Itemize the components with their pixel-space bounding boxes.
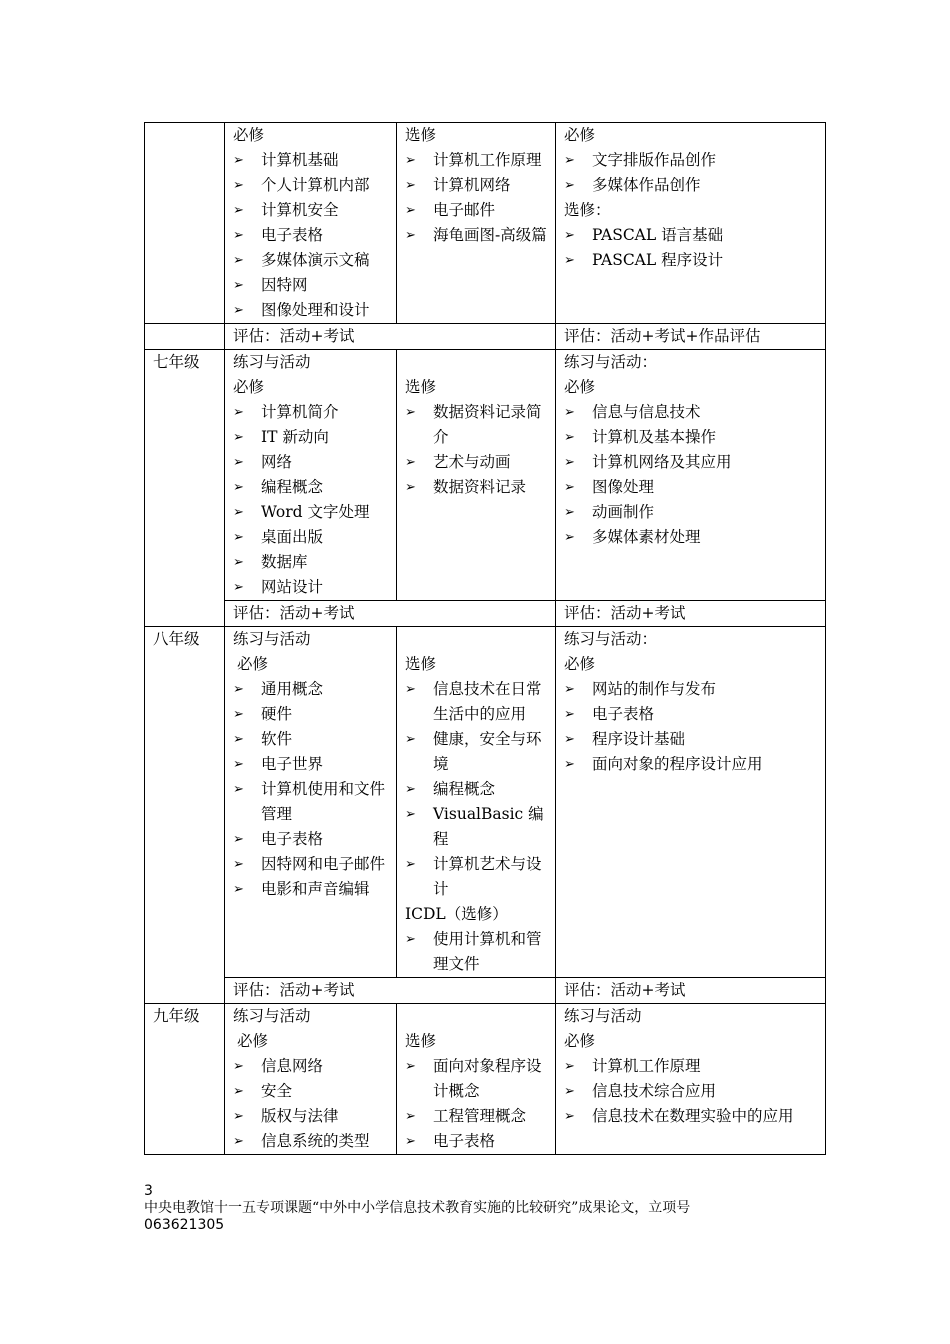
bullet-arrow-icon: ➢ (405, 480, 416, 495)
bullet-arrow-icon: ➢ (564, 455, 575, 470)
bullet-arrow-icon: ➢ (564, 1084, 575, 1099)
evaluation-right: 评估：活动+考试 (556, 978, 826, 1004)
elective-cell (397, 627, 556, 978)
list-item: ➢ 信息技术在数理实验中的应用 (564, 1104, 819, 1129)
list-item: ➢ 面向对象程序设计概念 (405, 1054, 549, 1104)
grade-cell (145, 123, 225, 324)
required-header: 必修 (564, 1032, 596, 1050)
evaluation-left: 评估：活动+考试 (225, 601, 556, 627)
bullet-arrow-icon: ➢ (564, 228, 575, 243)
bullet-arrow-icon: ➢ (564, 480, 575, 495)
bullet-arrow-icon: ➢ (233, 228, 244, 243)
curriculum-table (144, 122, 826, 1155)
bullet-arrow-icon: ➢ (233, 253, 244, 268)
required-cell (225, 350, 397, 601)
list-item: ➢ 电子表格 (405, 1129, 549, 1154)
list-item: ➢ 硬件 (233, 702, 390, 727)
list-item: ➢ 信息技术综合应用 (564, 1079, 819, 1104)
list-item: ➢ 艺术与动画 (405, 450, 549, 475)
bullet-arrow-icon: ➢ (233, 782, 244, 797)
bullet-arrow-icon: ➢ (564, 682, 575, 697)
grade-row-9 (145, 1004, 826, 1155)
list-item: ➢ 计算机工作原理 (564, 1054, 819, 1079)
bullet-arrow-icon: ➢ (405, 203, 416, 218)
required-header: 必修 (237, 1032, 269, 1050)
bullet-arrow-icon: ➢ (233, 882, 244, 897)
evaluation-row (145, 601, 826, 627)
bullet-arrow-icon: ➢ (233, 580, 244, 595)
list-item: ➢ 数据库 (233, 550, 390, 575)
bullet-arrow-icon: ➢ (564, 178, 575, 193)
bullet-arrow-icon: ➢ (233, 1059, 244, 1074)
list-item: ➢ 网站的制作与发布 (564, 677, 819, 702)
required-header: 必修 (237, 655, 269, 673)
list-item: ➢ 计算机网络及其应用 (564, 450, 819, 475)
evaluation-left: 评估：活动+考试 (225, 978, 556, 1004)
bullet-arrow-icon: ➢ (405, 682, 416, 697)
list-item: ➢ 软件 (233, 727, 390, 752)
list-item: ➢ 因特网 (233, 273, 390, 298)
bullet-arrow-icon: ➢ (233, 857, 244, 872)
bullet-arrow-icon: ➢ (405, 1059, 416, 1074)
bullet-arrow-icon: ➢ (233, 1084, 244, 1099)
bullet-arrow-icon: ➢ (405, 178, 416, 193)
bullet-arrow-icon: ➢ (564, 405, 575, 420)
activities-cell (556, 627, 826, 978)
grade-row-8 (145, 627, 826, 978)
activities-header: 练习与活动： (564, 353, 658, 371)
bullet-arrow-icon: ➢ (233, 682, 244, 697)
list-item: ➢ PASCAL 程序设计 (564, 248, 819, 273)
evaluation-right: 评估：活动+考试 (556, 601, 826, 627)
list-item: ➢ 编程概念 (405, 777, 549, 802)
list-item: ➢ 数据资料记录 (405, 475, 549, 500)
bullet-arrow-icon: ➢ (233, 505, 244, 520)
grade-cell: 九年级 (145, 1004, 225, 1155)
list-item: ➢ 个人计算机内部 (233, 173, 390, 198)
bullet-arrow-icon: ➢ (233, 455, 244, 470)
grade-row-continued (145, 123, 826, 324)
list-item: ➢ IT 新动向 (233, 425, 390, 450)
activities-header: 练习与活动 (564, 1007, 642, 1025)
activities-header: 练习与活动 (233, 353, 311, 371)
page-number: 3 (144, 1183, 153, 1199)
list-item: ➢ 计算机工作原理 (405, 148, 549, 173)
list-item: ➢ 安全 (233, 1079, 390, 1104)
activities-header: 练习与活动 (233, 630, 311, 648)
list-item: ➢ 编程概念 (233, 475, 390, 500)
list-item: ➢ 健康，安全与环境 (405, 727, 549, 777)
bullet-arrow-icon: ➢ (564, 707, 575, 722)
bullet-arrow-icon: ➢ (233, 707, 244, 722)
evaluation-left: 评估：活动+考试 (225, 324, 556, 350)
elective-header: 选修 (405, 126, 437, 144)
elective-header: 选修 (405, 378, 437, 396)
list-item: ➢ 动画制作 (564, 500, 819, 525)
list-item: ➢ 使用计算机和管理文件 (405, 927, 549, 977)
bullet-arrow-icon: ➢ (405, 228, 416, 243)
grade-row-7 (145, 350, 826, 601)
list-item: ➢ 电影和声音编辑 (233, 877, 390, 902)
list-item: ➢ 电子邮件 (405, 198, 549, 223)
list-item: ➢ 信息技术在日常生活中的应用 (405, 677, 549, 727)
bullet-arrow-icon: ➢ (405, 782, 416, 797)
list-item: ➢ 多媒体演示文稿 (233, 248, 390, 273)
bullet-arrow-icon: ➢ (233, 203, 244, 218)
icdl-elective-header: ICDL（选修） (405, 905, 508, 923)
bullet-arrow-icon: ➢ (233, 278, 244, 293)
list-item: ➢ 计算机安全 (233, 198, 390, 223)
bullet-arrow-icon: ➢ (233, 1109, 244, 1124)
required-cell (225, 627, 397, 978)
bullet-arrow-icon: ➢ (405, 932, 416, 947)
bullet-arrow-icon: ➢ (405, 732, 416, 747)
bullet-arrow-icon: ➢ (564, 430, 575, 445)
bullet-arrow-icon: ➢ (405, 153, 416, 168)
bullet-arrow-icon: ➢ (405, 455, 416, 470)
list-item: ➢ 多媒体作品创作 (564, 173, 819, 198)
elective-cell (397, 1004, 556, 1155)
list-item: ➢ PASCAL 语言基础 (564, 223, 819, 248)
bullet-arrow-icon: ➢ (564, 505, 575, 520)
footer-citation: 中央电教馆十一五专项课题“中外中小学信息技术教育实施的比较研究”成果论文，立项号 (144, 1200, 691, 1216)
bullet-arrow-icon: ➢ (405, 1134, 416, 1149)
bullet-arrow-icon: ➢ (233, 1134, 244, 1149)
elective-header: 选修 (405, 1032, 437, 1050)
grade-cell: 八年级 (145, 627, 225, 1004)
required-header: 必修 (564, 655, 596, 673)
list-item: ➢ 多媒体素材处理 (564, 525, 819, 550)
bullet-arrow-icon: ➢ (405, 857, 416, 872)
list-item: ➢ 图像处理和设计 (233, 298, 390, 323)
list-item: ➢ 版权与法律 (233, 1104, 390, 1129)
activities-cell (556, 123, 826, 324)
activities-cell (556, 1004, 826, 1155)
list-item: ➢ 程序设计基础 (564, 727, 819, 752)
activities-header: 练习与活动： (564, 630, 658, 648)
list-item: ➢ 桌面出版 (233, 525, 390, 550)
bullet-arrow-icon: ➢ (564, 1059, 575, 1074)
required-header: 必修 (564, 378, 596, 396)
project-number: 063621305 (144, 1217, 225, 1233)
list-item: ➢ 网站设计 (233, 575, 390, 600)
list-item: ➢ 通用概念 (233, 677, 390, 702)
required-header: 必修 (564, 126, 596, 144)
list-item: ➢ VisualBasic 编程 (405, 802, 549, 852)
list-item: ➢ 信息与信息技术 (564, 400, 819, 425)
page-footer (144, 1183, 690, 1234)
grade-cell-empty (145, 324, 225, 350)
elective-header: 选修 (405, 655, 437, 673)
required-cell (225, 1004, 397, 1155)
list-item: ➢ 电子表格 (233, 827, 390, 852)
elective-header: 选修： (564, 201, 611, 219)
list-item: ➢ 计算机网络 (405, 173, 549, 198)
list-item: ➢ 信息系统的类型 (233, 1129, 390, 1154)
list-item: ➢ 计算机简介 (233, 400, 390, 425)
list-item: ➢ 数据资料记录简介 (405, 400, 549, 450)
evaluation-right: 评估：活动+考试+作品评估 (556, 324, 826, 350)
bullet-arrow-icon: ➢ (233, 405, 244, 420)
bullet-arrow-icon: ➢ (233, 178, 244, 193)
bullet-arrow-icon: ➢ (233, 303, 244, 318)
bullet-arrow-icon: ➢ (233, 480, 244, 495)
required-header: 必修 (233, 378, 265, 396)
bullet-arrow-icon: ➢ (233, 530, 244, 545)
list-item: ➢ 计算机及基本操作 (564, 425, 819, 450)
required-cell (225, 123, 397, 324)
bullet-arrow-icon: ➢ (564, 253, 575, 268)
list-item: ➢ 计算机艺术与设计 (405, 852, 549, 902)
bullet-arrow-icon: ➢ (405, 405, 416, 420)
activities-header: 练习与活动 (233, 1007, 311, 1025)
list-item: ➢ 计算机使用和文件管理 (233, 777, 390, 827)
bullet-arrow-icon: ➢ (233, 732, 244, 747)
list-item: ➢ 电子表格 (564, 702, 819, 727)
list-item: ➢ 面向对象的程序设计应用 (564, 752, 819, 777)
list-item: ➢ 图像处理 (564, 475, 819, 500)
bullet-arrow-icon: ➢ (405, 807, 416, 822)
bullet-arrow-icon: ➢ (233, 832, 244, 847)
list-item: ➢ 工程管理概念 (405, 1104, 549, 1129)
bullet-arrow-icon: ➢ (564, 732, 575, 747)
bullet-arrow-icon: ➢ (233, 153, 244, 168)
list-item: ➢ 因特网和电子邮件 (233, 852, 390, 877)
elective-cell (397, 350, 556, 601)
bullet-arrow-icon: ➢ (564, 153, 575, 168)
bullet-arrow-icon: ➢ (233, 555, 244, 570)
grade-cell: 七年级 (145, 350, 225, 627)
list-item: ➢ 计算机基础 (233, 148, 390, 173)
bullet-arrow-icon: ➢ (564, 757, 575, 772)
evaluation-row (145, 324, 826, 350)
bullet-arrow-icon: ➢ (233, 757, 244, 772)
bullet-arrow-icon: ➢ (233, 430, 244, 445)
required-header: 必修 (233, 126, 265, 144)
evaluation-row (145, 978, 826, 1004)
list-item: ➢ 信息网络 (233, 1054, 390, 1079)
list-item: ➢ Word 文字处理 (233, 500, 390, 525)
bullet-arrow-icon: ➢ (405, 1109, 416, 1124)
list-item: ➢ 海龟画图-高级篇 (405, 223, 549, 248)
bullet-arrow-icon: ➢ (564, 530, 575, 545)
activities-cell (556, 350, 826, 601)
list-item: ➢ 文字排版作品创作 (564, 148, 819, 173)
list-item: ➢ 电子世界 (233, 752, 390, 777)
list-item: ➢ 电子表格 (233, 223, 390, 248)
elective-cell (397, 123, 556, 324)
bullet-arrow-icon: ➢ (564, 1109, 575, 1124)
list-item: ➢ 网络 (233, 450, 390, 475)
